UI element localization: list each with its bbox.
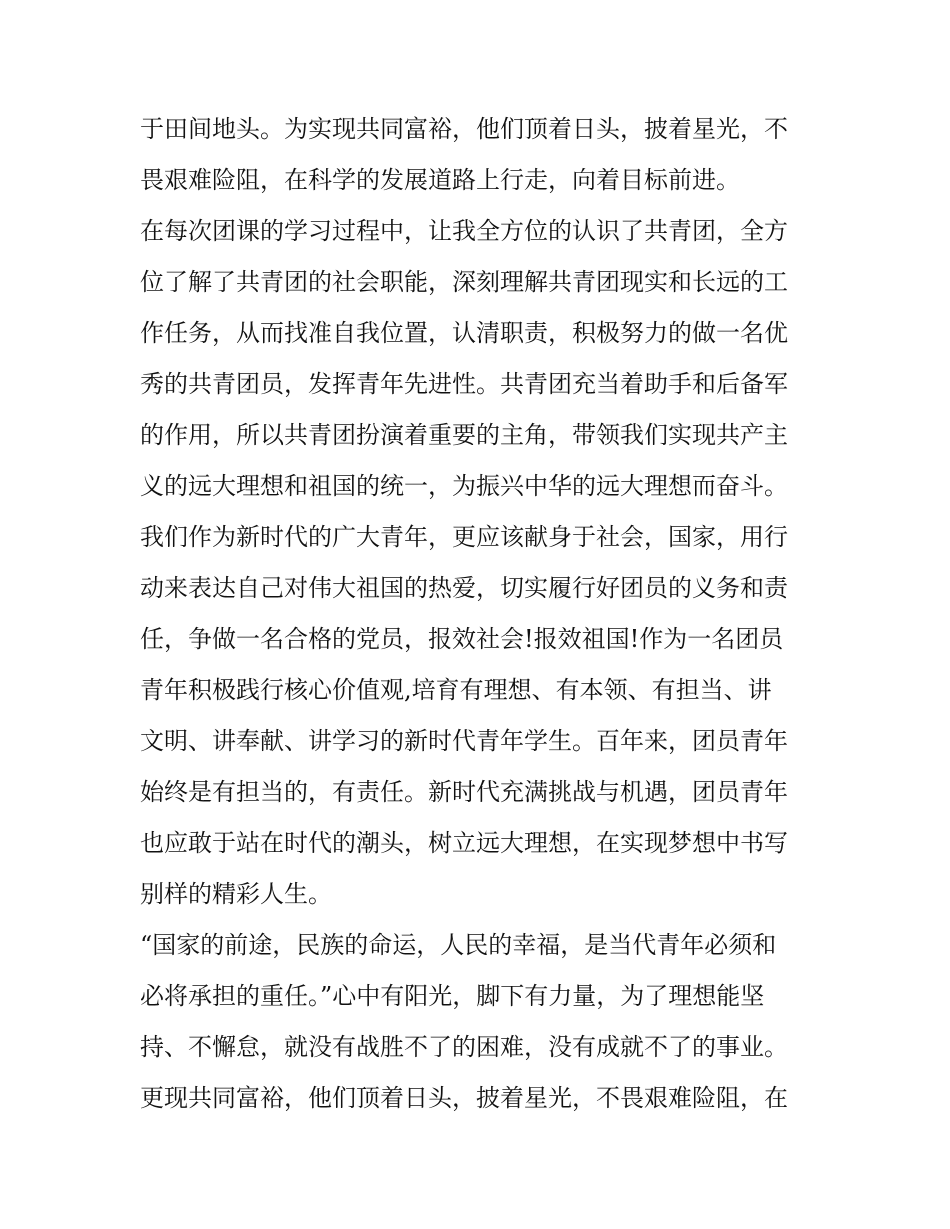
text-line: 畏艰难险阻，在科学的发展道路上行走，向着目标前进。 (140, 166, 740, 194)
text-line: 更现共同富裕，他们顶着日头，披着星光，不畏艰难险阻，在 (140, 1084, 788, 1112)
text-line: 必将承担的重任。”心中有阳光，脚下有力量，为了理想能坚 (140, 982, 765, 1010)
text-line: 任，争做一名合格的党员，报效社会!报效祖国!作为一名团员 (140, 625, 784, 653)
text-line: 也应敢于站在时代的潮头，树立远大理想，在实现梦想中书写 (140, 829, 788, 857)
text-line: 于田间地头。为实现共同富裕，他们顶着日头，披着星光，不 (140, 115, 788, 143)
text-line: 的作用，所以共青团扮演着重要的主角，带领我们实现共产主 (140, 421, 788, 449)
document-body (140, 104, 820, 1124)
text-line: 青年积极践行核心价值观,培育有理想、有本领、有担当、讲 (140, 676, 772, 704)
text-line: 别样的精彩人生。 (140, 880, 332, 908)
text-line: 我们作为新时代的广大青年，更应该献身于社会，国家，用行 (140, 523, 788, 551)
text-line: 位了解了共青团的社会职能，深刻理解共青团现实和长远的工 (140, 268, 788, 296)
text-line: 始终是有担当的，有责任。新时代充满挑战与机遇，团员青年 (140, 778, 788, 806)
text-line: 秀的共青团员，发挥青年先进性。共青团充当着助手和后备军 (140, 370, 788, 398)
text-line: “国家的前途，民族的命运，人民的幸福，是当代青年必须和 (140, 931, 777, 959)
text-line: 义的远大理想和祖国的统一，为振兴中华的远大理想而奋斗。 (140, 472, 788, 500)
text-line: 动来表达自己对伟大祖国的热爱，切实履行好团员的义务和责 (140, 574, 788, 602)
text-line: 持、不懈怠，就没有战胜不了的困难，没有成就不了的事业。 (140, 1033, 788, 1061)
text-line: 作任务，从而找准自我位置，认清职责，积极努力的做一名优 (140, 319, 788, 347)
text-line: 文明、讲奉献、讲学习的新时代青年学生。百年来，团员青年 (140, 727, 788, 755)
text-line: 在每次团课的学习过程中，让我全方位的认识了共青团，全方 (140, 217, 788, 245)
